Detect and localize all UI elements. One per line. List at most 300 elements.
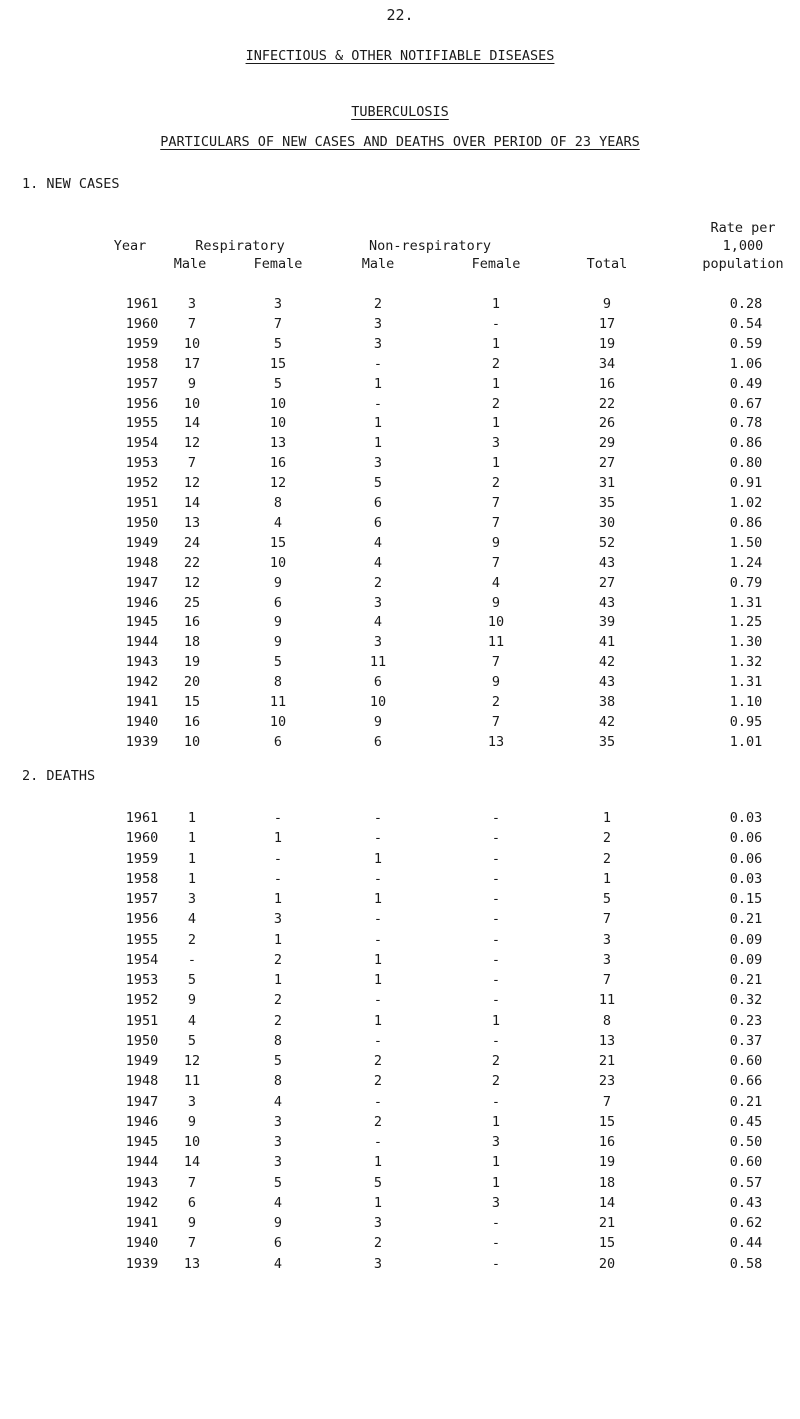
cell-nonresp-male: 1 bbox=[373, 1194, 383, 1211]
cell-nonresp-female: - bbox=[491, 810, 501, 826]
cell-year: 1944 bbox=[125, 1154, 159, 1171]
table-row bbox=[0, 1013, 800, 1033]
cell-resp-male: 2 bbox=[187, 931, 197, 948]
cell-resp-female: 5 bbox=[273, 335, 283, 352]
cell-resp-male: 20 bbox=[183, 674, 201, 691]
cell-rate: 0.21 bbox=[729, 972, 763, 988]
document-title bbox=[0, 48, 800, 64]
cell-year: 1959 bbox=[125, 335, 159, 352]
table-row bbox=[0, 972, 800, 992]
cell-nonresp-male: 3 bbox=[373, 1255, 383, 1272]
cell-resp-male: 14 bbox=[183, 415, 201, 432]
cell-resp-male: 5 bbox=[187, 1032, 197, 1049]
cell-total: 30 bbox=[598, 514, 616, 531]
cell-nonresp-male: 4 bbox=[373, 534, 383, 551]
cell-nonresp-male: 1 bbox=[373, 1012, 383, 1029]
cell-year: 1957 bbox=[125, 891, 159, 907]
cell-year: 1946 bbox=[125, 594, 159, 611]
cell-year: 1951 bbox=[125, 495, 159, 511]
table-row bbox=[0, 1134, 800, 1154]
cell-year: 1946 bbox=[125, 1113, 159, 1130]
table-row bbox=[0, 830, 800, 850]
cell-resp-female: 2 bbox=[273, 992, 283, 1009]
table-row bbox=[0, 891, 800, 911]
cell-nonresp-male: - bbox=[373, 395, 383, 412]
cell-rate: 0.03 bbox=[729, 810, 763, 826]
cell-nonresp-male: 10 bbox=[369, 694, 387, 710]
cell-resp-male: 1 bbox=[187, 850, 197, 867]
cell-nonresp-female: 1 bbox=[491, 1174, 501, 1191]
table-row bbox=[0, 1154, 800, 1174]
cell-total: 27 bbox=[598, 455, 616, 472]
header-year: Year bbox=[113, 238, 147, 254]
table-row bbox=[0, 1114, 800, 1134]
cell-total: 16 bbox=[598, 1134, 616, 1150]
cell-rate: 0.78 bbox=[729, 415, 763, 432]
cell-year: 1942 bbox=[125, 674, 159, 691]
cell-total: 42 bbox=[598, 654, 616, 671]
cell-nonresp-male: - bbox=[373, 911, 383, 928]
cell-nonresp-female: 13 bbox=[487, 733, 505, 750]
cell-rate: 0.86 bbox=[729, 435, 763, 452]
cell-nonresp-female: 2 bbox=[491, 395, 501, 412]
cell-nonresp-male: 2 bbox=[373, 296, 383, 312]
cell-nonresp-female: - bbox=[491, 1032, 501, 1049]
cell-year: 1945 bbox=[125, 614, 159, 631]
table-row bbox=[0, 871, 800, 891]
cell-resp-male: 22 bbox=[183, 554, 201, 571]
cell-resp-male: 9 bbox=[187, 1215, 197, 1231]
cell-nonresp-female: 4 bbox=[491, 574, 501, 591]
cell-rate: 0.32 bbox=[729, 992, 763, 1009]
cell-resp-male: 4 bbox=[187, 1012, 197, 1029]
cell-resp-male: 24 bbox=[183, 534, 201, 551]
table-row bbox=[0, 911, 800, 931]
cell-resp-male: 7 bbox=[187, 1174, 197, 1191]
cell-resp-male: - bbox=[187, 951, 197, 968]
cell-year: 1952 bbox=[125, 992, 159, 1009]
cell-nonresp-male: 3 bbox=[373, 594, 383, 611]
cell-rate: 0.58 bbox=[729, 1255, 763, 1272]
cell-total: 52 bbox=[598, 534, 616, 551]
cell-resp-female: 3 bbox=[273, 1113, 283, 1130]
table-row bbox=[0, 1073, 800, 1093]
cell-resp-male: 10 bbox=[183, 395, 201, 412]
cell-year: 1948 bbox=[125, 554, 159, 571]
cell-nonresp-male: 11 bbox=[369, 654, 387, 671]
header-resp-female: Female bbox=[253, 256, 303, 272]
cell-total: 23 bbox=[598, 1073, 616, 1090]
table-row bbox=[0, 694, 800, 714]
cell-resp-female: 5 bbox=[273, 375, 283, 392]
cell-total: 21 bbox=[598, 1215, 616, 1231]
cell-rate: 0.60 bbox=[729, 1053, 763, 1069]
cell-rate: 1.10 bbox=[729, 694, 763, 710]
cell-resp-male: 15 bbox=[183, 694, 201, 710]
cell-nonresp-male: 1 bbox=[373, 951, 383, 968]
table-row bbox=[0, 1195, 800, 1215]
cell-nonresp-female: 3 bbox=[491, 1194, 501, 1211]
cell-year: 1959 bbox=[125, 850, 159, 867]
page-number: 22. bbox=[386, 6, 414, 24]
cell-year: 1961 bbox=[125, 810, 159, 826]
cell-resp-male: 6 bbox=[187, 1194, 197, 1211]
cell-year: 1961 bbox=[125, 296, 159, 312]
cell-total: 27 bbox=[598, 574, 616, 591]
table-row bbox=[0, 555, 800, 575]
cell-nonresp-female: - bbox=[491, 931, 501, 948]
cell-resp-male: 1 bbox=[187, 870, 197, 887]
cell-rate: 0.21 bbox=[729, 911, 763, 928]
cell-resp-male: 9 bbox=[187, 992, 197, 1009]
cell-resp-female: 10 bbox=[269, 713, 287, 730]
cell-resp-female: 8 bbox=[273, 674, 283, 691]
table-row bbox=[0, 296, 800, 316]
table-row bbox=[0, 932, 800, 952]
cell-nonresp-female: 3 bbox=[491, 435, 501, 452]
cell-total: 2 bbox=[602, 830, 612, 847]
cell-nonresp-male: - bbox=[373, 1134, 383, 1150]
cell-resp-female: 3 bbox=[273, 296, 283, 312]
cell-resp-female: 11 bbox=[269, 694, 287, 710]
header-respiratory: Respiratory bbox=[195, 238, 285, 254]
cell-rate: 0.09 bbox=[729, 951, 763, 968]
cell-resp-male: 13 bbox=[183, 1255, 201, 1272]
table-caption-text: PARTICULARS OF NEW CASES AND DEATHS OVER PERIOD OF 23 YEARS bbox=[160, 134, 640, 150]
cell-total: 19 bbox=[598, 335, 616, 352]
cell-resp-female: 8 bbox=[273, 1073, 283, 1090]
cell-nonresp-male: 5 bbox=[373, 475, 383, 492]
table-row bbox=[0, 575, 800, 595]
table-row bbox=[0, 435, 800, 455]
cell-resp-female: 13 bbox=[269, 435, 287, 452]
cell-rate: 0.03 bbox=[729, 870, 763, 887]
cell-nonresp-female: - bbox=[491, 870, 501, 887]
cell-rate: 1.31 bbox=[729, 594, 763, 611]
cell-total: 18 bbox=[598, 1174, 616, 1191]
cell-total: 19 bbox=[598, 1154, 616, 1171]
cell-rate: 0.15 bbox=[729, 891, 763, 907]
cell-resp-female: 12 bbox=[269, 475, 287, 492]
cell-total: 3 bbox=[602, 951, 612, 968]
cell-total: 5 bbox=[602, 891, 612, 907]
cell-year: 1943 bbox=[125, 654, 159, 671]
cell-nonresp-female: 2 bbox=[491, 475, 501, 492]
cell-nonresp-female: 1 bbox=[491, 455, 501, 472]
cell-year: 1944 bbox=[125, 634, 159, 651]
cell-total: 35 bbox=[598, 495, 616, 511]
cell-nonresp-female: - bbox=[491, 911, 501, 928]
cell-resp-female: 4 bbox=[273, 1255, 283, 1272]
cell-year: 1954 bbox=[125, 951, 159, 968]
cell-year: 1951 bbox=[125, 1012, 159, 1029]
cell-nonresp-male: - bbox=[373, 830, 383, 847]
table-row bbox=[0, 535, 800, 555]
cell-year: 1950 bbox=[125, 514, 159, 531]
cell-year: 1948 bbox=[125, 1073, 159, 1090]
cell-nonresp-male: 1 bbox=[373, 1154, 383, 1171]
cell-year: 1945 bbox=[125, 1134, 159, 1150]
cell-rate: 0.37 bbox=[729, 1032, 763, 1049]
cell-year: 1953 bbox=[125, 972, 159, 988]
table-row bbox=[0, 455, 800, 475]
cell-resp-female: 4 bbox=[273, 1194, 283, 1211]
cell-nonresp-male: 4 bbox=[373, 554, 383, 571]
cell-resp-male: 16 bbox=[183, 614, 201, 631]
table-row bbox=[0, 515, 800, 535]
table-row bbox=[0, 336, 800, 356]
cell-resp-male: 11 bbox=[183, 1073, 201, 1090]
cell-year: 1960 bbox=[125, 830, 159, 847]
cell-year: 1941 bbox=[125, 1215, 159, 1231]
cell-nonresp-male: 4 bbox=[373, 614, 383, 631]
header-rate-line1: Rate per bbox=[710, 220, 776, 236]
cell-resp-female: - bbox=[273, 850, 283, 867]
cell-year: 1947 bbox=[125, 1093, 159, 1110]
header-nonresp-female: Female bbox=[471, 256, 521, 272]
cell-total: 41 bbox=[598, 634, 616, 651]
cell-resp-female: 4 bbox=[273, 1093, 283, 1110]
cell-nonresp-male: 2 bbox=[373, 1053, 383, 1069]
cell-resp-male: 7 bbox=[187, 1235, 197, 1252]
table-row bbox=[0, 674, 800, 694]
cell-nonresp-female: 2 bbox=[491, 1073, 501, 1090]
cell-rate: 0.43 bbox=[729, 1194, 763, 1211]
cell-nonresp-male: 5 bbox=[373, 1174, 383, 1191]
cell-resp-female: 6 bbox=[273, 733, 283, 750]
table-row bbox=[0, 851, 800, 871]
cell-rate: 0.86 bbox=[729, 514, 763, 531]
cell-resp-female: 1 bbox=[273, 830, 283, 847]
cell-year: 1940 bbox=[125, 1235, 159, 1252]
cell-nonresp-male: - bbox=[373, 1032, 383, 1049]
header-nonresp-male: Male bbox=[361, 256, 395, 272]
cell-year: 1939 bbox=[125, 733, 159, 750]
cell-nonresp-female: - bbox=[491, 1235, 501, 1252]
table-row bbox=[0, 415, 800, 435]
cell-total: 9 bbox=[602, 296, 612, 312]
cell-year: 1955 bbox=[125, 415, 159, 432]
cell-rate: 0.59 bbox=[729, 335, 763, 352]
cell-nonresp-female: 10 bbox=[487, 614, 505, 631]
cell-resp-male: 12 bbox=[183, 435, 201, 452]
cell-total: 1 bbox=[602, 870, 612, 887]
cell-year: 1941 bbox=[125, 694, 159, 710]
cell-resp-female: 5 bbox=[273, 1053, 283, 1069]
table-row bbox=[0, 356, 800, 376]
cell-nonresp-male: - bbox=[373, 355, 383, 372]
document-subtitle bbox=[0, 104, 800, 120]
cell-year: 1958 bbox=[125, 355, 159, 372]
cell-nonresp-male: 3 bbox=[373, 634, 383, 651]
cell-nonresp-female: 1 bbox=[491, 1154, 501, 1171]
cell-rate: 0.50 bbox=[729, 1134, 763, 1150]
cell-year: 1957 bbox=[125, 375, 159, 392]
cell-rate: 0.21 bbox=[729, 1093, 763, 1110]
table-caption bbox=[0, 134, 800, 150]
cell-year: 1953 bbox=[125, 455, 159, 472]
table-row bbox=[0, 595, 800, 615]
table-row bbox=[0, 614, 800, 634]
cell-rate: 0.09 bbox=[729, 931, 763, 948]
cell-nonresp-male: 2 bbox=[373, 1113, 383, 1130]
table-row bbox=[0, 992, 800, 1012]
cell-resp-male: 16 bbox=[183, 713, 201, 730]
cell-total: 26 bbox=[598, 415, 616, 432]
cell-year: 1955 bbox=[125, 931, 159, 948]
cell-nonresp-female: 7 bbox=[491, 495, 501, 511]
cell-year: 1942 bbox=[125, 1194, 159, 1211]
cell-resp-female: 3 bbox=[273, 911, 283, 928]
cell-nonresp-male: 6 bbox=[373, 674, 383, 691]
cell-nonresp-female: 11 bbox=[487, 634, 505, 651]
cell-year: 1958 bbox=[125, 870, 159, 887]
cell-total: 43 bbox=[598, 674, 616, 691]
table-row bbox=[0, 714, 800, 734]
cell-resp-female: 8 bbox=[273, 1032, 283, 1049]
cell-resp-male: 9 bbox=[187, 1113, 197, 1130]
cell-nonresp-male: 1 bbox=[373, 415, 383, 432]
header-non-respiratory: Non-respiratory bbox=[369, 238, 491, 254]
table-row bbox=[0, 1235, 800, 1255]
cell-resp-male: 7 bbox=[187, 315, 197, 332]
cell-resp-female: 15 bbox=[269, 534, 287, 551]
cell-resp-male: 19 bbox=[183, 654, 201, 671]
cell-resp-female: 9 bbox=[273, 574, 283, 591]
cell-nonresp-female: - bbox=[491, 1215, 501, 1231]
cell-rate: 0.45 bbox=[729, 1113, 763, 1130]
cell-resp-male: 9 bbox=[187, 375, 197, 392]
cell-rate: 1.32 bbox=[729, 654, 763, 671]
cell-rate: 0.54 bbox=[729, 315, 763, 332]
cell-total: 1 bbox=[602, 810, 612, 826]
cell-resp-male: 10 bbox=[183, 733, 201, 750]
table-row bbox=[0, 634, 800, 654]
table-row bbox=[0, 734, 800, 754]
table-row bbox=[0, 376, 800, 396]
cell-resp-male: 12 bbox=[183, 1053, 201, 1069]
cell-resp-female: 1 bbox=[273, 931, 283, 948]
cell-total: 42 bbox=[598, 713, 616, 730]
cell-year: 1954 bbox=[125, 435, 159, 452]
cell-resp-male: 10 bbox=[183, 335, 201, 352]
cell-rate: 0.67 bbox=[729, 395, 763, 412]
table-row bbox=[0, 1053, 800, 1073]
cell-rate: 0.06 bbox=[729, 850, 763, 867]
cell-nonresp-male: 3 bbox=[373, 315, 383, 332]
table-row bbox=[0, 810, 800, 830]
cell-rate: 1.50 bbox=[729, 534, 763, 551]
cell-year: 1940 bbox=[125, 713, 159, 730]
cell-total: 21 bbox=[598, 1053, 616, 1069]
table-row bbox=[0, 475, 800, 495]
cell-rate: 0.95 bbox=[729, 713, 763, 730]
cell-total: 11 bbox=[598, 992, 616, 1009]
cell-nonresp-male: 3 bbox=[373, 1215, 383, 1231]
cell-resp-female: 5 bbox=[273, 1174, 283, 1191]
cell-nonresp-female: - bbox=[491, 830, 501, 847]
cell-total: 15 bbox=[598, 1235, 616, 1252]
section-new-cases-heading: 1. NEW CASES bbox=[22, 176, 120, 192]
cell-year: 1956 bbox=[125, 911, 159, 928]
cell-nonresp-male: - bbox=[373, 1093, 383, 1110]
table-row bbox=[0, 396, 800, 416]
cell-nonresp-female: - bbox=[491, 951, 501, 968]
cell-resp-female: 3 bbox=[273, 1134, 283, 1150]
cell-nonresp-female: - bbox=[491, 315, 501, 332]
section-deaths-heading: 2. DEATHS bbox=[22, 768, 96, 784]
cell-resp-male: 3 bbox=[187, 296, 197, 312]
cell-rate: 0.62 bbox=[729, 1215, 763, 1231]
cell-resp-female: 2 bbox=[273, 1012, 283, 1029]
cell-resp-male: 7 bbox=[187, 455, 197, 472]
cell-resp-female: 9 bbox=[273, 614, 283, 631]
cell-nonresp-female: - bbox=[491, 850, 501, 867]
cell-total: 22 bbox=[598, 395, 616, 412]
cell-total: 31 bbox=[598, 475, 616, 492]
table-row bbox=[0, 1215, 800, 1235]
cell-nonresp-female: 7 bbox=[491, 514, 501, 531]
cell-nonresp-female: 9 bbox=[491, 534, 501, 551]
cell-resp-male: 18 bbox=[183, 634, 201, 651]
cell-resp-male: 1 bbox=[187, 810, 197, 826]
cell-rate: 1.06 bbox=[729, 355, 763, 372]
cell-resp-female: 4 bbox=[273, 514, 283, 531]
cell-nonresp-female: 7 bbox=[491, 713, 501, 730]
cell-nonresp-female: - bbox=[491, 1255, 501, 1272]
cell-nonresp-male: 9 bbox=[373, 713, 383, 730]
cell-resp-male: 3 bbox=[187, 891, 197, 907]
cell-total: 15 bbox=[598, 1113, 616, 1130]
cell-resp-female: - bbox=[273, 870, 283, 887]
cell-total: 43 bbox=[598, 594, 616, 611]
cell-rate: 1.30 bbox=[729, 634, 763, 651]
cell-year: 1960 bbox=[125, 315, 159, 332]
cell-resp-male: 12 bbox=[183, 574, 201, 591]
table-row bbox=[0, 495, 800, 515]
cell-total: 2 bbox=[602, 850, 612, 867]
cell-rate: 1.31 bbox=[729, 674, 763, 691]
cell-total: 34 bbox=[598, 355, 616, 372]
cell-resp-female: 9 bbox=[273, 634, 283, 651]
cell-resp-male: 10 bbox=[183, 1134, 201, 1150]
cell-resp-male: 14 bbox=[183, 495, 201, 511]
cell-nonresp-female: 1 bbox=[491, 1012, 501, 1029]
cell-total: 17 bbox=[598, 315, 616, 332]
cell-resp-male: 3 bbox=[187, 1093, 197, 1110]
table-row bbox=[0, 1175, 800, 1195]
cell-resp-female: 6 bbox=[273, 594, 283, 611]
cell-year: 1952 bbox=[125, 475, 159, 492]
cell-year: 1949 bbox=[125, 534, 159, 551]
cell-total: 29 bbox=[598, 435, 616, 452]
cell-nonresp-male: 1 bbox=[373, 435, 383, 452]
cell-nonresp-female: - bbox=[491, 992, 501, 1009]
cell-total: 43 bbox=[598, 554, 616, 571]
cell-resp-female: 10 bbox=[269, 415, 287, 432]
cell-total: 14 bbox=[598, 1194, 616, 1211]
cell-year: 1949 bbox=[125, 1053, 159, 1069]
cell-nonresp-male: 2 bbox=[373, 574, 383, 591]
header-resp-male: Male bbox=[173, 256, 207, 272]
cell-rate: 1.25 bbox=[729, 614, 763, 631]
cell-total: 3 bbox=[602, 931, 612, 948]
cell-total: 20 bbox=[598, 1255, 616, 1272]
cell-resp-male: 17 bbox=[183, 355, 201, 372]
cell-total: 7 bbox=[602, 972, 612, 988]
cell-total: 13 bbox=[598, 1032, 616, 1049]
cell-resp-male: 13 bbox=[183, 514, 201, 531]
